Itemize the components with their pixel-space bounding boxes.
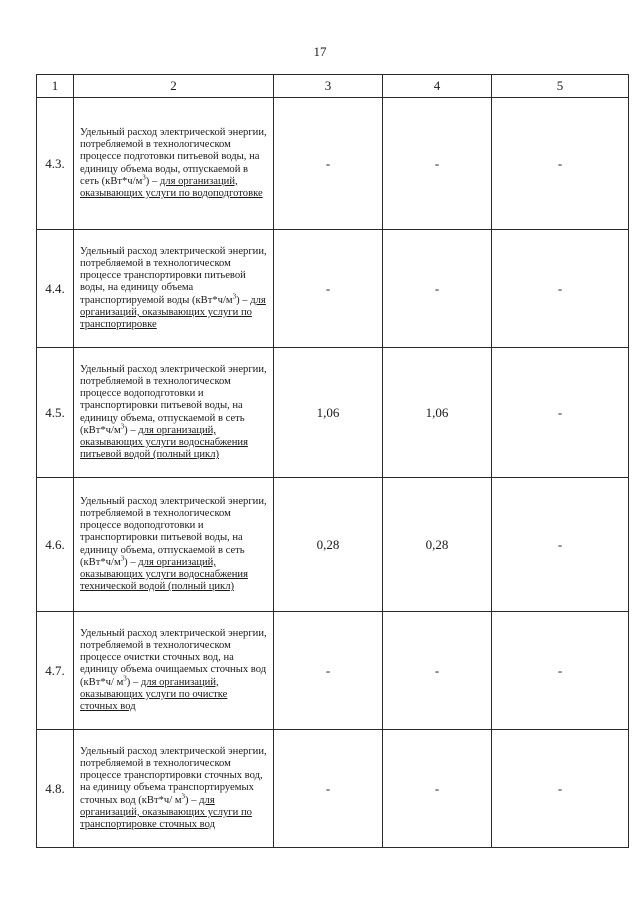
value-col-5: -: [492, 612, 629, 730]
header-cell-5: 5: [492, 75, 629, 98]
description-connector: ) –: [126, 676, 141, 688]
value-col-3: -: [274, 98, 383, 230]
table-row: [37, 730, 629, 848]
table-row: [37, 230, 629, 348]
row-description: [74, 730, 274, 848]
value-col-5: -: [492, 348, 629, 478]
value-col-5: -: [492, 730, 629, 848]
table-row: [37, 612, 629, 730]
value-col-3: -: [274, 730, 383, 848]
description-connector: ) –: [145, 175, 160, 187]
unit-superscript: 3: [232, 292, 237, 301]
value-col-4: -: [383, 98, 492, 230]
description-text: Удельный расход электрической энергии, потребляемой в технологическом процессе транспортировки питьевой воды, на единицу объема транспортируемой воды (кВт*ч/м: [80, 245, 267, 306]
description-applicability: для организаций, оказывающих услуги водоснабжения технической водой (полный цикл): [80, 556, 248, 593]
row-description: [74, 478, 274, 612]
value-col-3: -: [274, 230, 383, 348]
description-connector: ) –: [124, 556, 139, 568]
description-applicability: для организаций, оказывающих услуги по транспортировке сточных вод: [80, 794, 252, 830]
description-applicability: для организаций, оказывающих услуги водоснабжения питьевой водой (полный цикл): [80, 424, 248, 461]
unit-superscript: 3: [142, 173, 146, 182]
description-text: Удельный расход электрической энергии, потребляемой в технологическом процессе водоподготовки и транспортировки питьевой воды, на единицу объема, отпускаемой в сеть (кВт*ч/м: [80, 363, 267, 436]
header-cell-3: 3: [274, 75, 383, 98]
table-row: [37, 478, 629, 612]
value-col-3: 1,06: [274, 348, 383, 478]
description-text: Удельный расход электрической энергии, потребляемой в технологическом процессе очистки сточных вод, на единицу объема очищаемых сточных вод (кВт*ч/ м: [80, 627, 267, 688]
header-cell-4: 4: [383, 75, 492, 98]
description-applicability: для организаций, оказывающих услуги по транспортировке: [80, 294, 266, 330]
header-cell-1: 1: [37, 75, 74, 98]
description-connector: ) –: [236, 294, 251, 306]
header-row: [37, 75, 629, 98]
value-col-4: -: [383, 230, 492, 348]
row-description: [74, 98, 274, 230]
unit-superscript: 3: [120, 422, 125, 431]
table-row: [37, 98, 629, 230]
row-number: 4.3.: [37, 98, 74, 230]
row-description: [74, 230, 274, 348]
unit-superscript: 3: [120, 554, 125, 563]
row-number: 4.4.: [37, 230, 74, 348]
description-applicability: для организаций, оказывающих услуги по очистке сточных вод: [80, 676, 228, 712]
value-col-4: -: [383, 612, 492, 730]
row-description: [74, 612, 274, 730]
value-col-5: -: [492, 98, 629, 230]
row-number: 4.6.: [37, 478, 74, 612]
unit-superscript: 3: [123, 674, 127, 683]
value-col-4: 0,28: [383, 478, 492, 612]
description-text: Удельный расход электрической энергии, потребляемой в технологическом процессе транспортировки сточных вод, на единицу объема транспортируемых сточных вод (кВт*ч/ м: [80, 745, 267, 806]
value-col-5: -: [492, 230, 629, 348]
description-connector: ) –: [124, 424, 139, 436]
description-text: Удельный расход электрической энергии, потребляемой в технологическом процессе подготовки питьевой воды, на единицу объема воды, отпускаемой в сеть (кВт*ч/м: [80, 126, 267, 187]
description-connector: ) –: [185, 794, 200, 806]
value-col-3: 0,28: [274, 478, 383, 612]
row-number: 4.7.: [37, 612, 74, 730]
indicator-table: [36, 74, 629, 848]
description-text: Удельный расход электрической энергии, потребляемой в технологическом процессе водоподготовки и транспортировки питьевой воды, на единицу объема, отпускаемой в сеть (кВт*ч/м: [80, 495, 267, 568]
row-description: [74, 348, 274, 478]
value-col-5: -: [492, 478, 629, 612]
value-col-3: -: [274, 612, 383, 730]
header-cell-2: 2: [74, 75, 274, 98]
table-row: [37, 348, 629, 478]
unit-superscript: 3: [181, 792, 186, 801]
page-number: 17: [313, 44, 327, 59]
value-col-4: -: [383, 730, 492, 848]
description-applicability: для организаций, оказывающих услуги по водоподготовке: [80, 175, 263, 199]
row-number: 4.8.: [37, 730, 74, 848]
row-number: 4.5.: [37, 348, 74, 478]
value-col-4: 1,06: [383, 348, 492, 478]
